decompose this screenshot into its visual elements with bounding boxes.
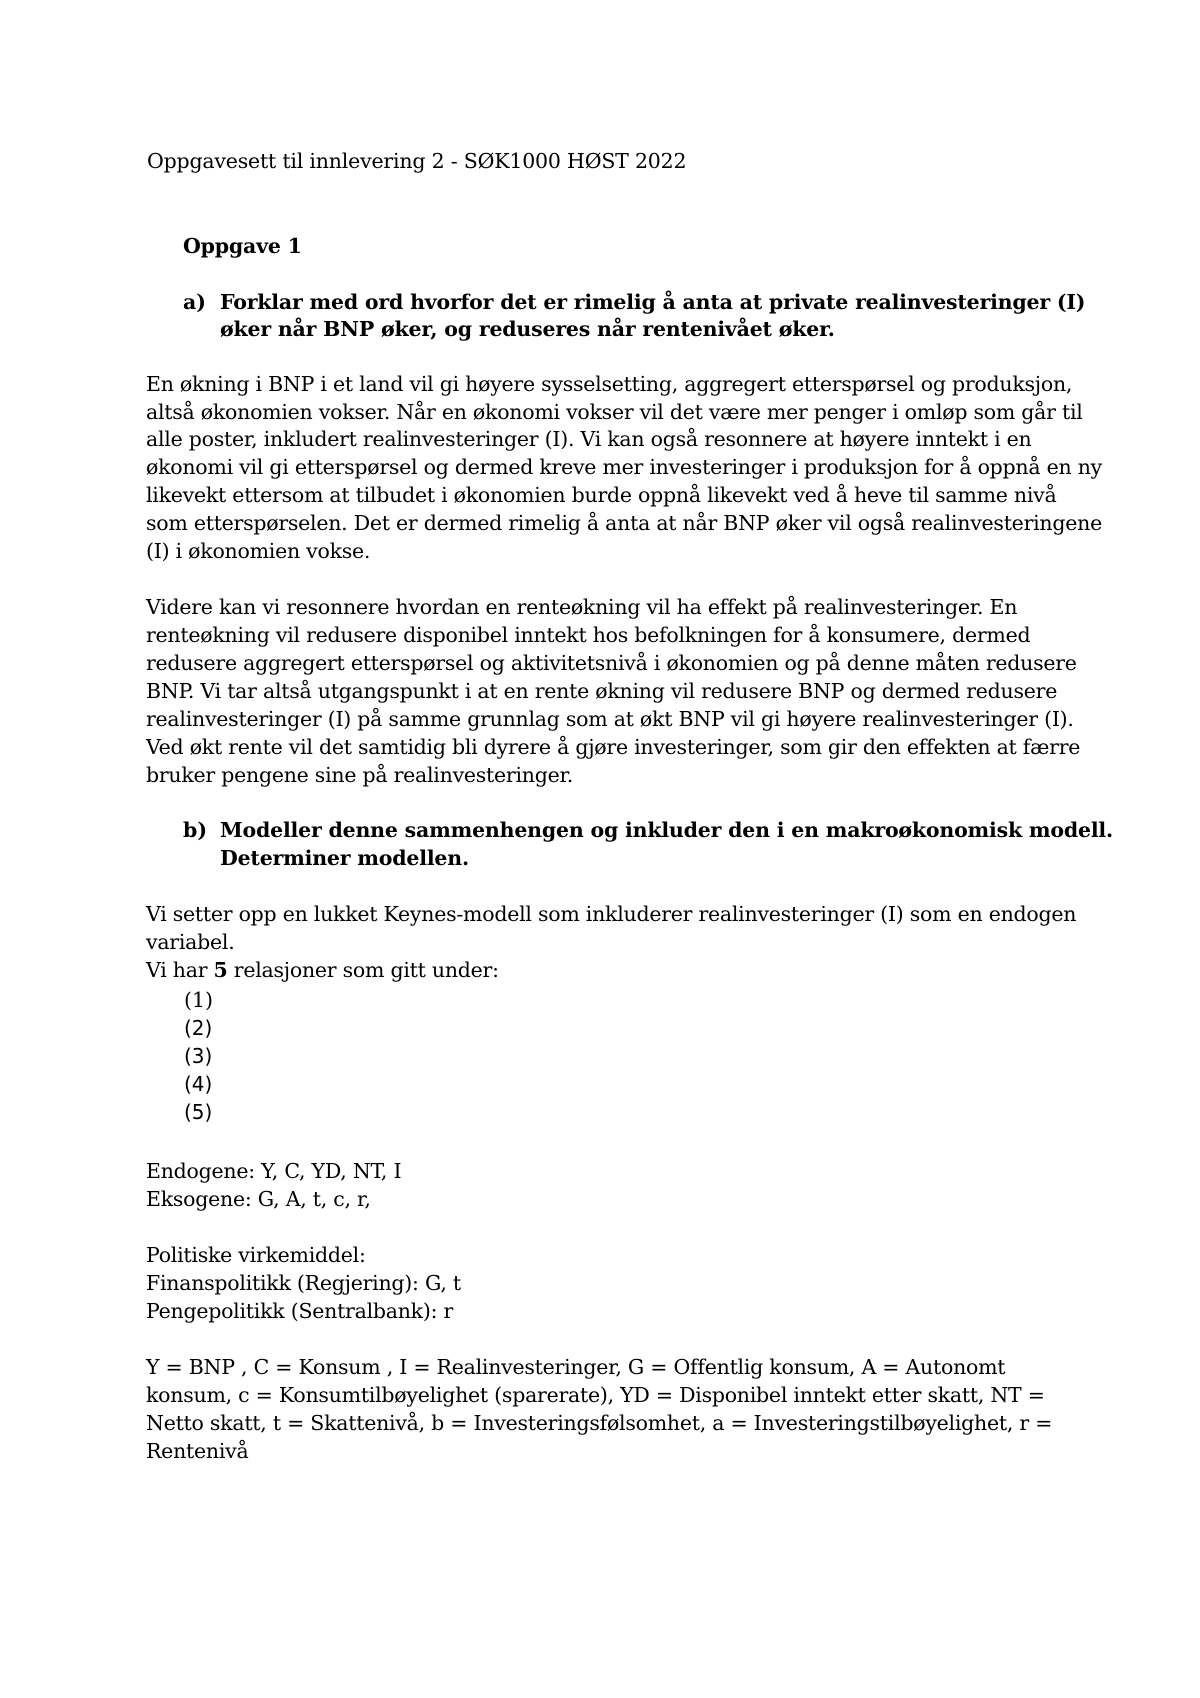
paragraph-line: redusere aggregert etterspørsel og aktivitetsnivå i økonomien og på denne måten redusere: [146, 651, 1077, 675]
question-b-line-1: Modeller denne sammenhengen og inkluder den i en makroøkonomisk modell.: [220, 818, 1113, 842]
question-b-label: b): [183, 818, 208, 842]
exogenous-variables: Eksogene: G, A, t, c, r,: [146, 1187, 371, 1211]
question-a-line-1: Forklar med ord hvorfor det er rimelig å anta at private realinvesteringer (I): [220, 290, 1086, 314]
fiscal-policy: Finanspolitikk (Regjering): G, t: [146, 1271, 461, 1295]
paragraph-line: altså økonomien vokser. Når en økonomi vokser vil det være mer penger i omløp som går til: [146, 400, 1083, 424]
relations-count: 5: [213, 958, 228, 982]
endogenous-variables: Endogene: Y, C, YD, NT, I: [146, 1159, 402, 1183]
relations-prefix: Vi har: [146, 958, 214, 982]
definitions-line: Netto skatt, t = Skattenivå, b = Investeringsfølsomhet, a = Investeringstilbøyelighet, r =: [146, 1411, 1053, 1435]
task-heading: Oppgave 1: [183, 234, 302, 258]
paragraph-line: variabel.: [146, 930, 235, 954]
paragraph-line: likevekt ettersom at tilbudet i økonomien burde oppnå likevekt ved å heve til samme nivå: [146, 483, 1057, 507]
paragraph-line: bruker pengene sine på realinvesteringer.: [146, 763, 574, 787]
definitions-line: Y = BNP , C = Konsum , I = Realinvesteringer, G = Offentlig konsum, A = Autonomt: [146, 1355, 1006, 1379]
paragraph-line: En økning i BNP i et land vil gi høyere sysselsetting, aggregert etterspørsel og produksjon,: [146, 372, 1073, 396]
question-a-line-2: øker når BNP øker, og reduseres når rentenivået øker.: [220, 317, 835, 341]
relation-label: (5): [184, 1100, 213, 1124]
document-title: Oppgavesett til innlevering 2 - SØK1000 HØST 2022: [147, 149, 687, 173]
paragraph-line: alle poster, inkludert realinvesteringer (I). Vi kan også resonnere at høyere inntekt i en: [146, 427, 1032, 451]
paragraph-line: realinvesteringer (I) på samme grunnlag som at økt BNP vil gi høyere realinvesteringer (I).: [146, 707, 1074, 731]
paragraph-line: økonomi vil gi etterspørsel og dermed kreve mer investeringer i produksjon for å oppnå en ny: [146, 455, 1102, 479]
relations-intro: [146, 957, 499, 985]
paragraph-line: Ved økt rente vil det samtidig bli dyrere å gjøre investeringer, som gir den effekten at færre: [146, 735, 1081, 759]
question-b-line-2: Determiner modellen.: [220, 846, 469, 870]
relations-suffix: relasjoner som gitt under:: [227, 958, 499, 982]
relation-label: (1): [184, 988, 214, 1012]
paragraph-line: (I) i økonomien vokse.: [146, 539, 371, 563]
paragraph-line: Videre kan vi resonnere hvordan en renteøkning vil ha effekt på realinvesteringer. En: [146, 595, 1018, 619]
question-a-label: a): [183, 290, 206, 314]
paragraph-line: som etterspørselen. Det er dermed rimelig å anta at når BNP øker vil også realinvesteringene: [146, 511, 1102, 535]
definitions-line: Rentenivå: [146, 1439, 249, 1463]
paragraph-line: BNP. Vi tar altså utgangspunkt i at en rente økning vil redusere BNP og dermed redusere: [146, 679, 1058, 703]
paragraph-line: Vi setter opp en lukket Keynes-modell som inkluderer realinvesteringer (I) som en endogen: [146, 902, 1077, 926]
policy-heading: Politiske virkemiddel:: [146, 1243, 366, 1267]
relation-label: (4): [184, 1072, 213, 1096]
relation-label: (3): [184, 1044, 213, 1068]
definitions-line: konsum, c = Konsumtilbøyelighet (sparerate), YD = Disponibel inntekt etter skatt, NT =: [146, 1383, 1045, 1407]
paragraph-line: renteøkning vil redusere disponibel inntekt hos befolkningen for å konsumere, dermed: [146, 623, 1031, 647]
monetary-policy: Pengepolitikk (Sentralbank): r: [146, 1299, 454, 1323]
relation-label: (2): [184, 1016, 213, 1040]
